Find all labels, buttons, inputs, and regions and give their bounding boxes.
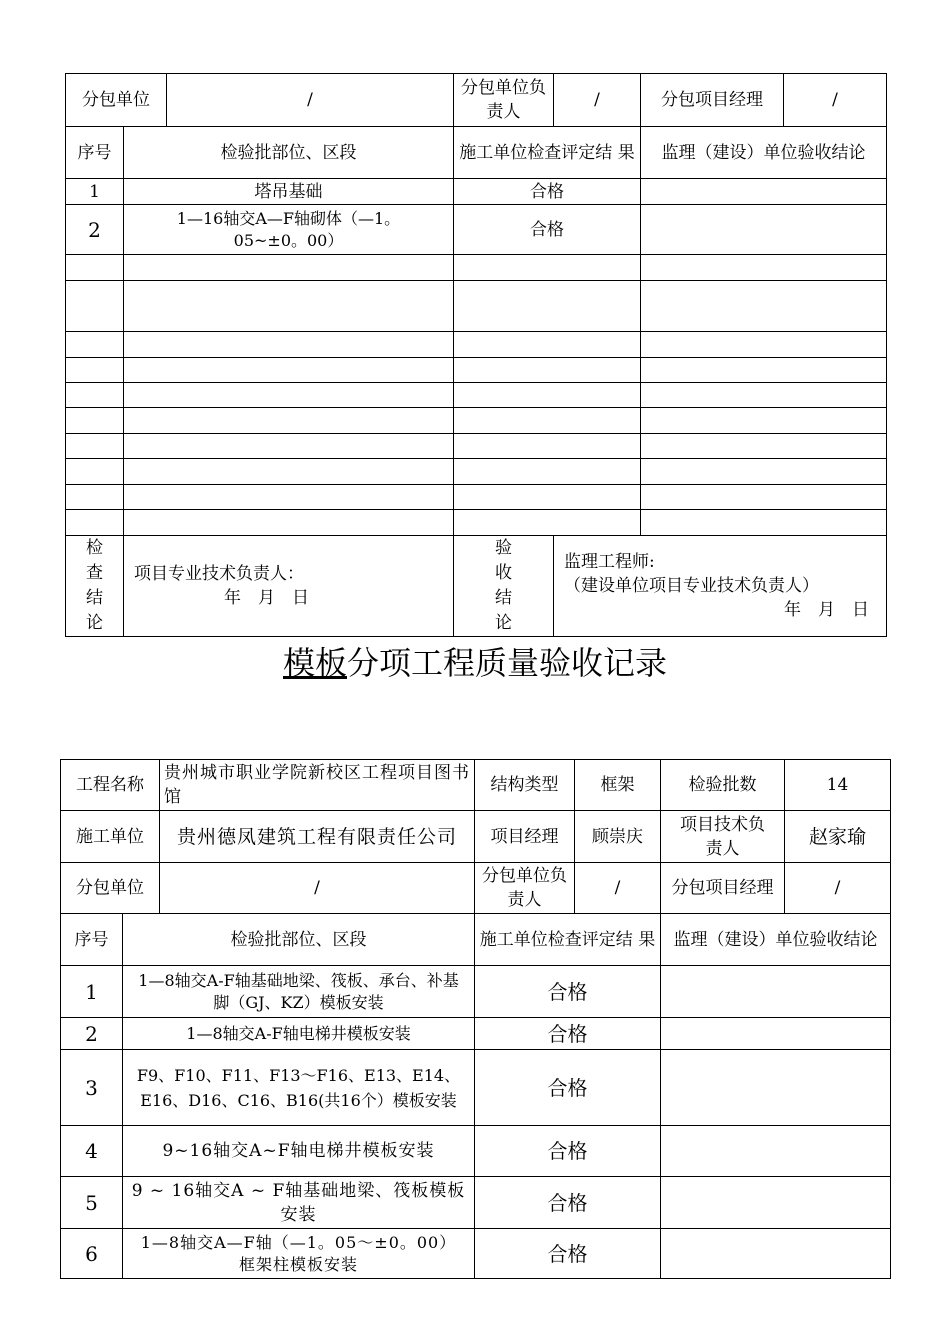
subitem-record-table-bottom [60,759,891,1279]
row-part: 塔吊基础 [124,179,454,205]
empty-cell [124,281,454,332]
row-result: 合格 [475,1229,661,1279]
owner-leader-label: （建设单位项目专业技术负责人） [564,576,819,596]
contractor-label: 施工单位 [61,811,160,863]
row-no: 1 [66,179,124,205]
empty-cell [124,459,454,485]
sub-leader-label: 分包单位负责人 [454,74,554,127]
row-supervision [641,179,887,205]
empty-cell [66,332,124,358]
empty-cell [641,332,887,358]
empty-cell [641,408,887,434]
row-part: 9~16轴交A~F轴电梯井模板安装 [123,1126,475,1177]
sub-leader-label: 分包单位负责人 [475,863,575,914]
acceptance-conclusion-sign [554,536,887,637]
tech-label: 项目技术负责人 [661,811,785,863]
col-supervision-header: 监理（建设）单位验收结论 [641,127,887,179]
pm-value: 顾崇庆 [575,811,661,863]
empty-cell [454,408,641,434]
pm-label: 项目经理 [475,811,575,863]
page-title [0,640,950,686]
empty-cell [124,434,454,459]
row-supervision [661,1177,891,1229]
empty-cell [454,281,641,332]
date-right: 年 月 日 [784,600,869,620]
empty-cell [66,459,124,485]
subitem-record-table-top [65,73,887,637]
empty-cell [124,485,454,510]
row-part: 1—8轴交A-F轴电梯井模板安装 [123,1018,475,1050]
structure-value: 框架 [575,760,661,811]
sub-unit-label: 分包单位 [66,74,167,127]
empty-cell [66,255,124,281]
empty-cell [641,383,887,408]
empty-cell [124,510,454,536]
row-no: 3 [61,1050,123,1126]
row-no: 1 [61,966,123,1018]
empty-cell [454,255,641,281]
row-result: 合格 [475,966,661,1018]
empty-cell [124,408,454,434]
title-rest: 分项工程质量验收记录 [347,644,668,682]
empty-cell [454,510,641,536]
supervisor-label: 监理工程师: [564,552,655,572]
empty-cell [66,281,124,332]
row-result: 合格 [454,179,641,205]
row-result: 合格 [475,1018,661,1050]
row-part: F9、F10、F11、F13～F16、E13、E14、E16、D16、C16、B16(共16个）模板安装 [123,1050,475,1126]
row-supervision [661,1229,891,1279]
empty-cell [641,434,887,459]
date-left: 年 月 日 [224,588,309,608]
empty-cell [124,383,454,408]
sub-leader-value: / [554,74,641,127]
acceptance-conclusion-label [454,536,554,637]
row-part: 1—8轴交A-F轴基础地梁、筏板、承台、补基脚（GJ、KZ）模板安装 [123,966,475,1018]
col-no-header: 序号 [61,914,123,966]
row-supervision [641,205,887,255]
row-part: 1—16轴交A—F轴砌体（—1。05~±0。00） [124,205,454,255]
batch-count-value: 14 [785,760,891,811]
row-supervision [661,1126,891,1177]
row-no: 5 [61,1177,123,1229]
sub-pm-value: / [785,863,891,914]
structure-label: 结构类型 [475,760,575,811]
empty-cell [641,485,887,510]
row-result: 合格 [475,1177,661,1229]
row-result: 合格 [454,205,641,255]
row-no: 4 [61,1126,123,1177]
project-name-value: 贵州城市职业学院新校区工程项目图书馆 [160,760,475,811]
empty-cell [124,255,454,281]
col-no-header: 序号 [66,127,124,179]
check-conclusion-label [66,536,124,637]
empty-cell [124,332,454,358]
empty-cell [454,358,641,383]
sub-unit-value: / [167,74,454,127]
col-part-header: 检验批部位、区段 [123,914,475,966]
sub-pm-value: / [784,74,887,127]
empty-cell [641,358,887,383]
empty-cell [66,434,124,459]
empty-cell [66,383,124,408]
empty-cell [66,408,124,434]
row-part: 9 ~ 16轴交A ~ F轴基础地梁、筏板模板安装 [123,1177,475,1229]
check-conclusion-sign [124,536,454,637]
sub-leader-value: / [575,863,661,914]
empty-cell [454,383,641,408]
row-supervision [661,1018,891,1050]
empty-cell [124,358,454,383]
tech-leader-label: 项目专业技术负责人： [134,564,304,584]
row-no: 6 [61,1229,123,1279]
acceptance-conclusion-text: 验收结论 [495,538,512,633]
title-underlined: 模板 [282,644,347,682]
col-supervision-header: 监理（建设）单位验收结论 [661,914,891,966]
empty-cell [641,281,887,332]
row-supervision [661,1050,891,1126]
row-supervision [661,966,891,1018]
col-part-header: 检验批部位、区段 [124,127,454,179]
empty-cell [66,358,124,383]
row-result: 合格 [475,1126,661,1177]
col-construction-header: 施工单位检查评定结 果 [475,914,661,966]
row-result: 合格 [475,1050,661,1126]
check-conclusion-text: 检查结论 [86,538,103,633]
row-no: 2 [61,1018,123,1050]
empty-cell [641,255,887,281]
tech-value: 赵家瑜 [785,811,891,863]
row-no: 2 [66,205,124,255]
contractor-value: 贵州德凤建筑工程有限责任公司 [160,811,475,863]
empty-cell [641,459,887,485]
sub-unit-value: / [160,863,475,914]
sub-pm-label: 分包项目经理 [641,74,784,127]
empty-cell [66,485,124,510]
sub-unit-label: 分包单位 [61,863,160,914]
project-name-label: 工程名称 [61,760,160,811]
col-construction-header: 施工单位检查评定结 果 [454,127,641,179]
empty-cell [454,434,641,459]
empty-cell [454,485,641,510]
sub-pm-label: 分包项目经理 [661,863,785,914]
empty-cell [66,510,124,536]
empty-cell [454,332,641,358]
empty-cell [641,510,887,536]
batch-count-label: 检验批数 [661,760,785,811]
row-part: 1—8轴交A—F轴（—1。05～±0。00）框架柱模板安装 [123,1229,475,1279]
empty-cell [454,459,641,485]
